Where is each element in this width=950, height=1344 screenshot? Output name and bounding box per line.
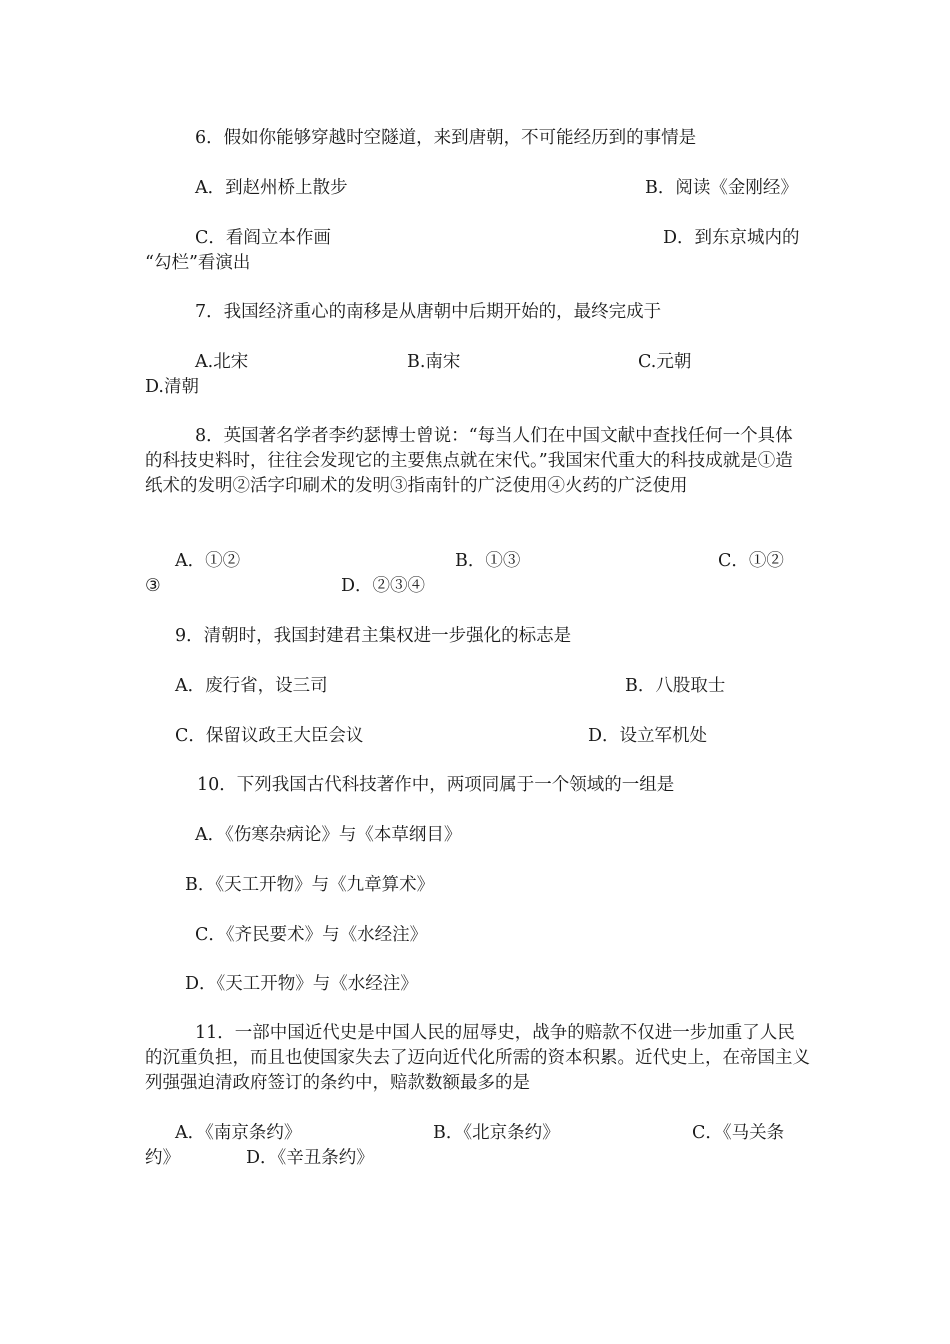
q7-option-c: C.元朝 <box>638 352 692 372</box>
q10-option-a: A．《伤寒杂病论》与《本草纲目》 <box>195 825 462 845</box>
q6-option-d: D．到东京城内的 <box>663 228 800 248</box>
q8-option-c: C．①② <box>718 551 784 571</box>
q9-option-d: D．设立军机处 <box>588 726 708 746</box>
q11-option-b: B．《北京条约》 <box>433 1123 560 1143</box>
q10-option-b: B．《天工开物》与《九章算术》 <box>185 875 435 895</box>
q10-option-c: C．《齐民要术》与《水经注》 <box>195 925 428 945</box>
q8-option-d: D．②③④ <box>341 576 426 596</box>
q9-stem: 9．清朝时，我国封建君主集权进一步强化的标志是 <box>175 626 572 646</box>
q11-option-c: C．《马关条 <box>692 1123 785 1143</box>
q6-option-a: A．到赵州桥上散步 <box>195 178 348 198</box>
q7-option-b: B.南宋 <box>407 352 461 372</box>
q8-option-a: A．①② <box>175 551 241 571</box>
q9-option-c: C．保留议政王大臣会议 <box>175 726 364 746</box>
q9-option-b: B．八股取士 <box>625 676 726 696</box>
q8-option-c-continued: ③ <box>145 576 161 596</box>
q6-option-c: C．看阎立本作画 <box>195 228 331 248</box>
q7-option-d: D.清朝 <box>145 377 199 397</box>
q6-option-b: B．阅读《金刚经》 <box>645 178 798 198</box>
q10-stem: 10．下列我国古代科技著作中，两项同属于一个领域的一组是 <box>197 775 675 795</box>
q10-option-d: D．《天工开物》与《水经注》 <box>185 974 418 994</box>
q7-stem: 7．我国经济重心的南移是从唐朝中后期开始的，最终完成于 <box>195 302 662 322</box>
q6-stem: 6．假如你能够穿越时空隧道，来到唐朝，不可能经历到的事情是 <box>195 128 697 148</box>
q9-option-a: A．废行省，设三司 <box>175 676 328 696</box>
q11-stem: 11．一部中国近代史是中国人民的屈辱史，战争的赔款不仅进一步加重了人民的沉重负担，而且也使国家失去了迈向近代化所需的资本积累。近代史上，在帝国主义列强强迫清政府签订的条约中，赔款数额最多的是 <box>145 1023 810 1093</box>
q11-option-c-continued: 约》 <box>145 1148 180 1168</box>
q11-option-a: A．《南京条约》 <box>175 1123 302 1143</box>
q7-option-a: A.北宋 <box>195 352 249 372</box>
q8-option-b: B．①③ <box>455 551 521 571</box>
q11-option-d: D．《辛丑条约》 <box>246 1148 374 1168</box>
q8-stem: 8．英国著名学者李约瑟博士曾说：“每当人们在中国文献中查找任何一个具体的科技史料时，往往会发现它的主要焦点就在宋代。”我国宋代重大的科技成就是①造纸术的发明②活字印刷术的发明③指南针的广泛使用④火药的广泛使用 <box>145 426 793 496</box>
q6-option-d-continued: “勾栏”看演出 <box>145 253 251 273</box>
